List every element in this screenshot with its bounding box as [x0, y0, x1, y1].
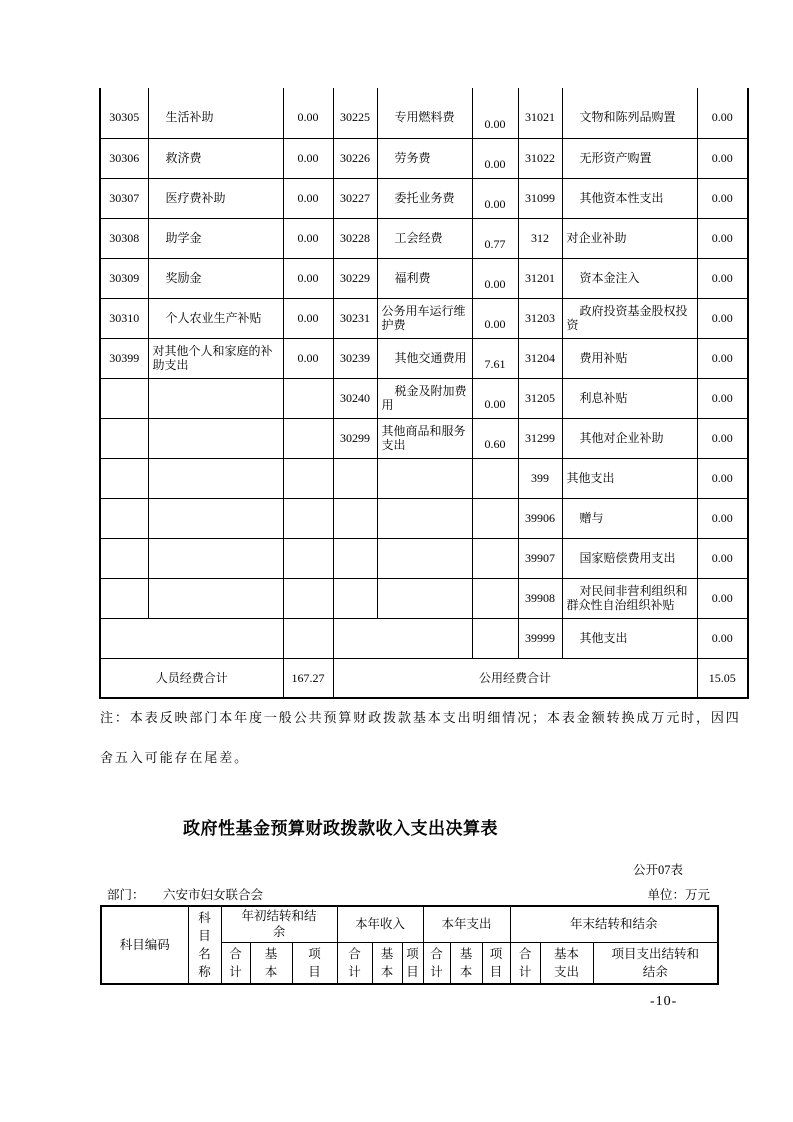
subject-code-cell: 30306 — [100, 138, 148, 178]
empty-cell — [283, 538, 333, 578]
subject-code-cell: 31201 — [518, 258, 562, 298]
empty-cell — [100, 378, 148, 418]
header-expenditure-project: 项目 — [482, 942, 510, 984]
subject-code-cell: 30240 — [333, 378, 377, 418]
empty-cell — [472, 498, 518, 538]
header-subject-name — [188, 906, 221, 984]
subject-name-cell: 奖励金 — [148, 258, 283, 298]
amount-cell: 0.00 — [472, 378, 518, 418]
subject-name-cell: 助学金 — [148, 218, 283, 258]
empty-cell — [148, 458, 283, 498]
empty-cell — [333, 538, 377, 578]
empty-cell — [472, 458, 518, 498]
note-line-1: 注：本表反映部门本年度一般公共预算财政拨款基本支出明细情况；本表金额转换成万元时，因四 — [100, 710, 741, 725]
subject-code-cell: 31299 — [518, 418, 562, 458]
page-number: -10- — [650, 994, 678, 1009]
empty-cell — [283, 418, 333, 458]
amount-cell: 0.00 — [697, 178, 748, 218]
empty-cell — [148, 378, 283, 418]
subject-name-cell: 对企业补助 — [562, 218, 697, 258]
empty-cell — [100, 618, 283, 658]
empty-cell — [333, 458, 377, 498]
amount-cell: 0.00 — [283, 298, 333, 338]
amount-cell: 0.00 — [697, 338, 748, 378]
empty-cell — [333, 578, 377, 618]
table-meta-row — [0, 885, 793, 903]
amount-cell: 0.00 — [283, 178, 333, 218]
section-title: 政府性基金预算财政拨款收入支出决算表 — [183, 819, 498, 838]
subject-code-cell: 31022 — [518, 138, 562, 178]
expenditure-rows — [100, 88, 748, 698]
empty-cell — [377, 498, 472, 538]
subject-name-cell: 劳务费 — [377, 138, 472, 178]
amount-cell: 0.60 — [472, 418, 518, 458]
empty-cell — [283, 458, 333, 498]
amount-cell: 0.00 — [697, 258, 748, 298]
subject-name-cell: 医疗费补助 — [148, 178, 283, 218]
amount-cell: 0.00 — [697, 298, 748, 338]
header-income-basic: 基本 — [372, 942, 402, 984]
amount-cell: 0.00 — [283, 218, 333, 258]
subject-code-cell: 31203 — [518, 298, 562, 338]
total-label-cell: 人员经费合计 — [100, 658, 283, 698]
subject-name-cell: 资本金注入 — [562, 258, 697, 298]
amount-cell: 0.00 — [472, 258, 518, 298]
subject-name-cell: 其他资本性支出 — [562, 178, 697, 218]
empty-cell — [283, 618, 333, 658]
amount-cell: 0.00 — [472, 178, 518, 218]
empty-cell — [100, 578, 148, 618]
subject-name-cell: 公务用车运行维护费 — [377, 298, 472, 338]
amount-cell: 7.61 — [472, 338, 518, 378]
subject-name-cell: 对民间非营利组织和群众性自治组织补贴 — [562, 578, 697, 618]
subject-code-cell: 30399 — [100, 338, 148, 378]
subject-name-cell: 其他对企业补助 — [562, 418, 697, 458]
subject-name-cell: 救济费 — [148, 138, 283, 178]
gov-fund-budget-table — [100, 905, 719, 985]
subject-code-cell: 39906 — [518, 498, 562, 538]
subject-name-cell: 委托业务费 — [377, 178, 472, 218]
subject-name-cell: 对其他个人和家庭的补助支出 — [148, 338, 283, 378]
subject-name-cell: 生活补助 — [148, 88, 283, 138]
subject-code-cell: 399 — [518, 458, 562, 498]
header-group-year-income: 本年收入 — [337, 906, 423, 942]
empty-cell — [100, 458, 148, 498]
amount-cell: 0.00 — [697, 138, 748, 178]
subject-name-vertical-text: 科目名称 — [198, 910, 211, 980]
subject-code-cell: 312 — [518, 218, 562, 258]
amount-cell: 0.00 — [697, 418, 748, 458]
subject-name-cell: 政府投资基金股权投资 — [562, 298, 697, 338]
amount-cell: 0.00 — [472, 298, 518, 338]
header-ending-total: 合计 — [510, 942, 540, 984]
header-expenditure-basic: 基本 — [450, 942, 482, 984]
amount-cell: 167.27 — [283, 658, 333, 698]
amount-cell: 0.00 — [697, 578, 748, 618]
subject-code-cell: 31205 — [518, 378, 562, 418]
unit-label: 单位：万元 — [647, 888, 710, 902]
subject-code-cell: 30226 — [333, 138, 377, 178]
subject-name-cell: 国家赔偿费用支出 — [562, 538, 697, 578]
form-number-label: 公开07表 — [632, 863, 683, 877]
amount-cell: 0.00 — [697, 378, 748, 418]
header-ending-project-carryover: 项目支出结转和结余 — [593, 942, 718, 984]
subject-name-cell: 福利费 — [377, 258, 472, 298]
subject-name-cell: 专用燃料费 — [377, 88, 472, 138]
subject-code-cell: 30307 — [100, 178, 148, 218]
header-expenditure-total: 合计 — [423, 942, 450, 984]
header-opening-project: 项目 — [292, 942, 337, 984]
empty-cell — [472, 578, 518, 618]
amount-cell: 0.00 — [697, 88, 748, 138]
amount-cell: 15.05 — [697, 658, 748, 698]
empty-cell — [148, 538, 283, 578]
amount-cell: 0.00 — [697, 218, 748, 258]
empty-cell — [377, 458, 472, 498]
subject-code-cell: 30299 — [333, 418, 377, 458]
amount-cell: 0.00 — [697, 498, 748, 538]
empty-cell — [148, 578, 283, 618]
header-opening-basic: 基本 — [250, 942, 292, 984]
subject-code-cell: 30229 — [333, 258, 377, 298]
empty-cell — [377, 578, 472, 618]
subject-name-cell: 个人农业生产补贴 — [148, 298, 283, 338]
header-ending-basic-expense: 基本支出 — [540, 942, 593, 984]
basic-expenditure-detail-table — [99, 88, 749, 699]
subject-code-cell: 31021 — [518, 88, 562, 138]
header-subject-code: 科目编码 — [101, 906, 188, 984]
subject-name-cell: 其他商品和服务支出 — [377, 418, 472, 458]
subject-name-cell: 文物和陈列品购置 — [562, 88, 697, 138]
department-label: 部门： — [107, 888, 145, 902]
amount-cell: 0.00 — [472, 88, 518, 138]
subject-name-cell: 其他交通费用 — [377, 338, 472, 378]
amount-cell: 0.00 — [697, 458, 748, 498]
subject-code-cell: 39999 — [518, 618, 562, 658]
empty-cell — [100, 538, 148, 578]
subject-name-cell: 工会经费 — [377, 218, 472, 258]
subject-code-cell: 30225 — [333, 88, 377, 138]
empty-cell — [377, 538, 472, 578]
empty-cell — [472, 538, 518, 578]
note-line-2: 舍五入可能存在尾差。 — [100, 750, 250, 765]
subject-code-cell: 30305 — [100, 88, 148, 138]
amount-cell: 0.00 — [697, 618, 748, 658]
header-income-total: 合计 — [337, 942, 372, 984]
subject-name-cell: 其他支出 — [562, 618, 697, 658]
empty-cell — [333, 618, 472, 658]
empty-cell — [472, 618, 518, 658]
header-group-year-expenditure: 本年支出 — [423, 906, 510, 942]
subject-code-cell: 30310 — [100, 298, 148, 338]
table-note — [100, 707, 750, 766]
subject-code-cell: 39907 — [518, 538, 562, 578]
subject-code-cell: 30309 — [100, 258, 148, 298]
subject-code-cell: 39908 — [518, 578, 562, 618]
subject-name-cell: 费用补贴 — [562, 338, 697, 378]
header-opening-total: 合计 — [221, 942, 250, 984]
amount-cell: 0.77 — [472, 218, 518, 258]
empty-cell — [283, 498, 333, 538]
subject-name-cell: 赠与 — [562, 498, 697, 538]
subject-name-cell: 税金及附加费用 — [377, 378, 472, 418]
amount-cell: 0.00 — [283, 338, 333, 378]
subject-code-cell: 31099 — [518, 178, 562, 218]
empty-cell — [148, 498, 283, 538]
empty-cell — [100, 418, 148, 458]
amount-cell: 0.00 — [697, 538, 748, 578]
subject-code-cell: 31204 — [518, 338, 562, 378]
amount-cell: 0.00 — [472, 138, 518, 178]
empty-cell — [283, 378, 333, 418]
subject-name-cell: 利息补贴 — [562, 378, 697, 418]
header-group-opening-balance: 年初结转和结余 — [221, 906, 337, 942]
subject-code-cell: 30239 — [333, 338, 377, 378]
total-label-cell: 公用经费合计 — [333, 658, 697, 698]
empty-cell — [148, 418, 283, 458]
amount-cell: 0.00 — [283, 258, 333, 298]
subject-code-cell: 30308 — [100, 218, 148, 258]
subject-code-cell: 30228 — [333, 218, 377, 258]
department-value: 六安市妇女联合会 — [163, 888, 264, 902]
header-income-project: 项目 — [402, 942, 423, 984]
header-group-ending-balance: 年末结转和结余 — [510, 906, 718, 942]
empty-cell — [333, 498, 377, 538]
amount-cell: 0.00 — [283, 88, 333, 138]
amount-cell: 0.00 — [283, 138, 333, 178]
empty-cell — [100, 498, 148, 538]
subject-code-cell: 30227 — [333, 178, 377, 218]
subject-name-cell: 其他支出 — [562, 458, 697, 498]
subject-code-cell: 30231 — [333, 298, 377, 338]
subject-name-cell: 无形资产购置 — [562, 138, 697, 178]
empty-cell — [283, 578, 333, 618]
